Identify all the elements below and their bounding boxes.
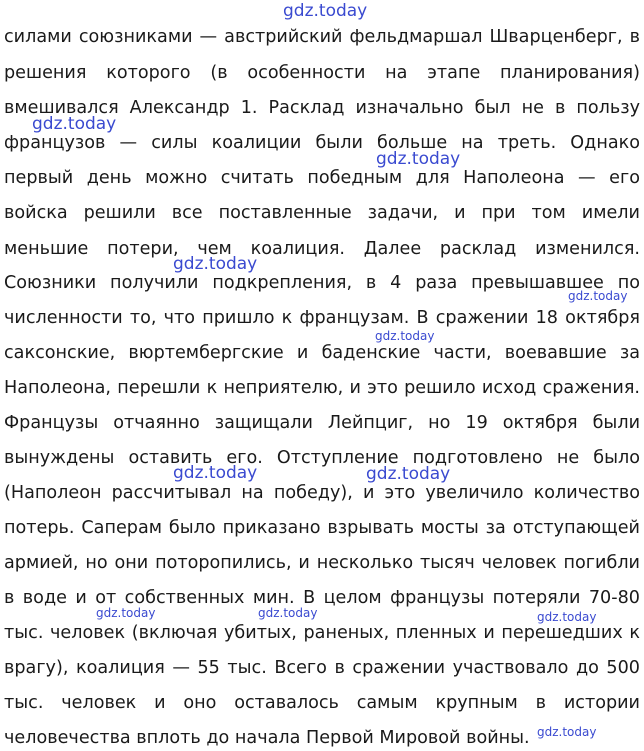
text-line: Союзники получили подкрепления, в 4 раза превышавшее по <box>4 273 640 293</box>
text-line: человечества вплоть до начала Первой Мировой войны. <box>4 728 530 748</box>
watermark: gdz.today <box>375 329 435 343</box>
watermark: gdz.today <box>283 1 368 21</box>
text-line: войска решили все поставленные задачи, и при том имели <box>4 203 640 223</box>
text-line: решения которого (в особенности на этапе планирования) <box>4 63 640 83</box>
text-line: армией, но они поторопились, и несколько тысяч человек погибли <box>4 553 640 573</box>
text-line: силами союзниками — австрийский фельдмаршал Шварценберг, в <box>4 27 640 47</box>
text-line: первый день можно считать победным для Наполеона — его <box>4 168 640 188</box>
watermark: gdz.today <box>173 463 258 483</box>
watermark: gdz.today <box>96 606 156 620</box>
watermark: gdz.today <box>376 149 461 169</box>
text-line: численности то, что пришло к французам. В сражении 18 октября <box>4 308 640 328</box>
text-line: французов — силы коалиции были больше на треть. Однако <box>4 133 640 153</box>
text-line: тыс. человек и оно оставалось самым крупным в истории <box>4 693 640 713</box>
watermark: gdz.today <box>258 606 318 620</box>
text-line: вынуждены оставить его. Отступление подготовлено не было <box>4 448 640 468</box>
watermark: gdz.today <box>366 464 451 484</box>
text-line: вмешивался Александр 1. Расклад изначально был не в пользу <box>4 98 640 118</box>
watermark: gdz.today <box>537 725 597 739</box>
watermark: gdz.today <box>568 289 628 303</box>
text-line: Французы отчаянно защищали Лейпциг, но 19 октября были <box>4 413 640 433</box>
text-line: саксонские, вюртембергские и баденские части, воевавшие за <box>4 343 640 363</box>
watermark: gdz.today <box>173 254 258 274</box>
text-line: меньшие потери, чем коалиция. Далее расклад изменился. <box>4 239 640 259</box>
watermark: gdz.today <box>537 610 597 624</box>
watermark: gdz.today <box>32 114 117 134</box>
text-line: потерь. Саперам было приказано взрывать мосты за отступающей <box>4 518 640 538</box>
text-line: врагу), коалиция — 55 тыс. Всего в сражении участвовало до 500 <box>4 658 640 678</box>
text-line: (Наполеон рассчитывал на победу), и это увеличило количество <box>4 483 640 503</box>
text-line: в воде и от собственных мин. В целом французы потеряли 70-80 <box>4 588 640 608</box>
text-line: тыс. человек (включая убитых, раненых, пленных и перешедших к <box>4 623 640 643</box>
text-line: Наполеона, перешли к неприятелю, и это решило исход сражения. <box>4 378 640 398</box>
